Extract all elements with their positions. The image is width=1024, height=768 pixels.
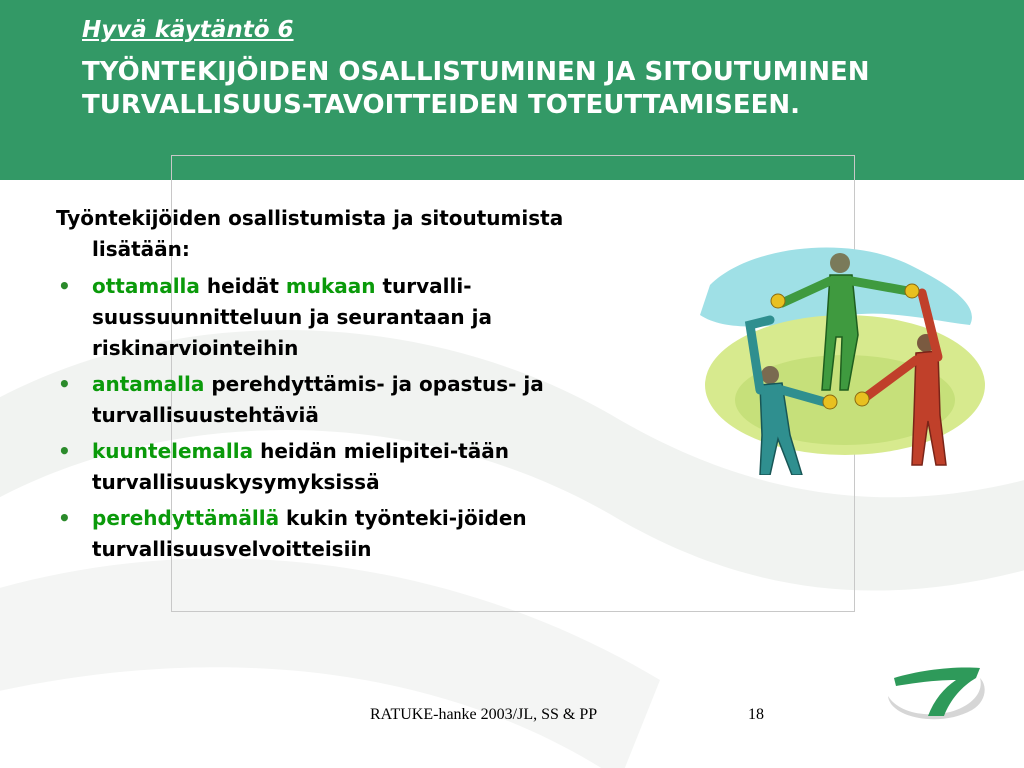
page-number: 18: [748, 706, 764, 723]
bullet-item-3: [56, 436, 656, 498]
bullet-text: heidän mielipitei-tään turvallisuuskysymyksissä: [92, 439, 509, 494]
bullet-list: [56, 271, 656, 565]
slide-title: TYÖNTEKIJÖIDEN OSALLISTUMINEN JA SITOUTUMINEN TURVALLISUUS-TAVOITTEIDEN TOTEUTTAMISEEN.: [82, 57, 870, 120]
people-circle-icon: [690, 225, 990, 475]
bullet-keyword: ottamalla: [92, 274, 200, 298]
bullet-icon: •: [58, 506, 71, 530]
footer-credit: RATUKE-hanke 2003/JL, SS & PP: [370, 706, 598, 723]
title-bar: [0, 0, 1024, 180]
bullet-keyword-2: mukaan: [285, 274, 376, 298]
bullet-icon: •: [58, 274, 71, 298]
bullet-text: perehdyttämis- ja opastus- ja turvallisuustehtäviä: [92, 372, 544, 427]
intro-text: Työntekijöiden osallistumista ja sitoutumista lisätään:: [56, 206, 564, 261]
slide-body: [56, 203, 656, 570]
bullet-text: heidät: [206, 274, 279, 298]
bullet-item-4: [56, 503, 656, 565]
bullet-icon: •: [58, 372, 71, 396]
bullet-icon: •: [58, 439, 71, 463]
seven-logo-icon: [880, 656, 990, 728]
slide-subtitle: Hyvä käytäntö 6: [82, 17, 294, 43]
bullet-item-1: [56, 271, 656, 364]
bullet-keyword: antamalla: [92, 372, 205, 396]
bullet-text-rest: turvalli-suussuunnitteluun ja seurantaan ja riskinarviointeihin: [92, 274, 492, 360]
bullet-item-2: [56, 369, 656, 431]
bullet-keyword: kuuntelemalla: [92, 439, 254, 463]
bullet-keyword: perehdyttämällä: [92, 506, 280, 530]
bullet-text: kukin työnteki-jöiden turvallisuusvelvoitteisiin: [92, 506, 527, 561]
